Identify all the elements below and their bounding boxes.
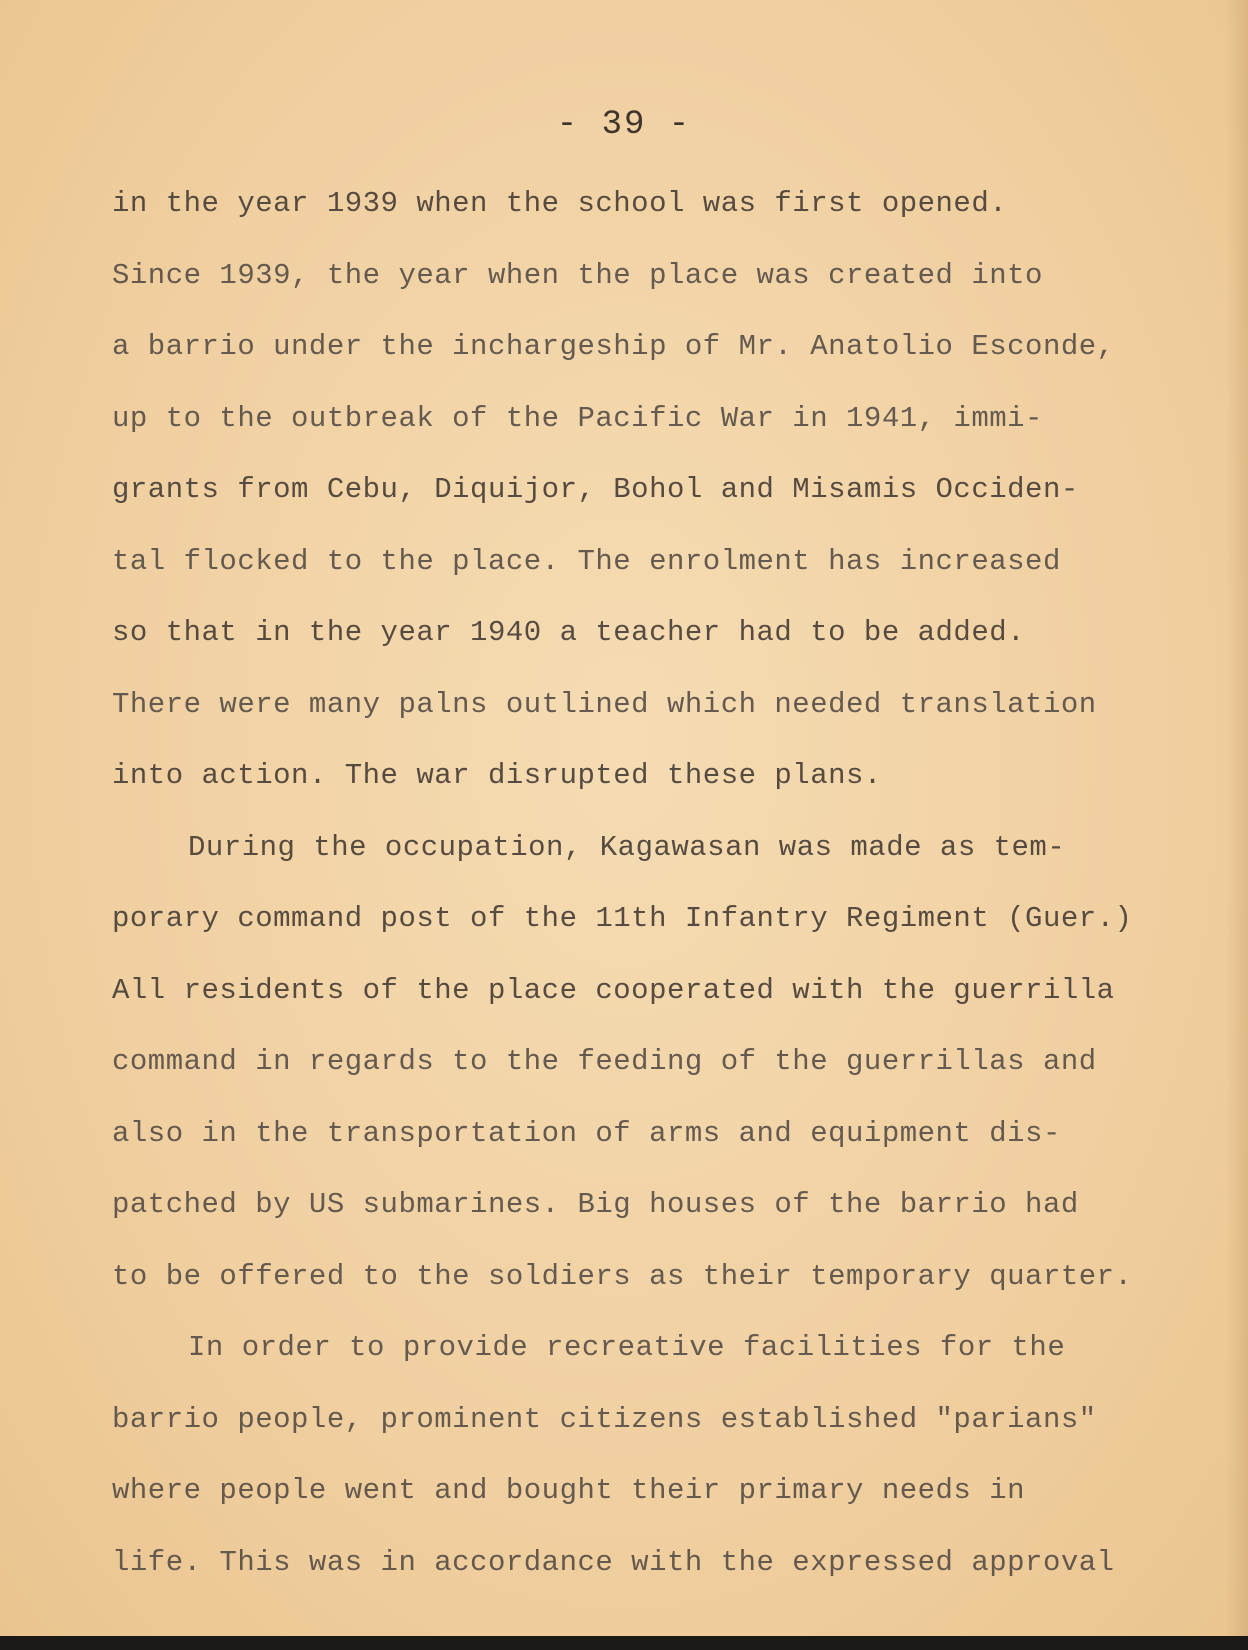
text-line: tal flocked to the place. The enrolment has increased bbox=[112, 544, 1061, 578]
text-line: There were many palns outlined which needed translation bbox=[112, 687, 1097, 721]
text-line: into action. The war disrupted these plans. bbox=[112, 759, 882, 792]
text-line: patched by US submarines. Big houses of the barrio had bbox=[112, 1188, 1079, 1221]
text-line: porary command post of the 11th Infantry Regiment (Guer.) bbox=[112, 902, 1133, 935]
text-line: where people went and bought their primary needs in bbox=[112, 1474, 1026, 1507]
text-line: in the year 1939 when the school was first opened. bbox=[112, 187, 1008, 220]
paragraph-start-line: During the occupation, Kagawasan was made as tem- bbox=[188, 830, 1066, 864]
page-number: - 39 - bbox=[556, 106, 692, 144]
paragraph-start-line: In order to provide recreative facilities for the bbox=[188, 1331, 1066, 1364]
body-text bbox=[112, 168, 1172, 1598]
text-line: so that in the year 1940 a teacher had to be added. bbox=[112, 616, 1026, 649]
text-line: All residents of the place cooperated with the guerrilla bbox=[112, 973, 1115, 1007]
text-line: barrio people, prominent citizens established "parians" bbox=[112, 1402, 1097, 1436]
text-line: Since 1939, the year when the place was created into bbox=[112, 258, 1043, 292]
text-line: command in regards to the feeding of the guerrillas and bbox=[112, 1045, 1097, 1078]
text-line: to be offered to the soldiers as their temporary quarter. bbox=[112, 1259, 1133, 1293]
text-line: also in the transportation of arms and equipment dis- bbox=[112, 1116, 1061, 1150]
scan-bottom-edge bbox=[0, 1636, 1248, 1650]
page-edge-shadow bbox=[1226, 0, 1248, 1650]
text-line: grants from Cebu, Diquijor, Bohol and Misamis Occiden- bbox=[112, 473, 1079, 506]
text-line: up to the outbreak of the Pacific War in 1941, immi- bbox=[112, 401, 1043, 435]
text-line: a barrio under the inchargeship of Mr. Anatolio Esconde, bbox=[112, 330, 1115, 363]
text-line: life. This was in accordance with the expressed approval bbox=[112, 1545, 1115, 1579]
